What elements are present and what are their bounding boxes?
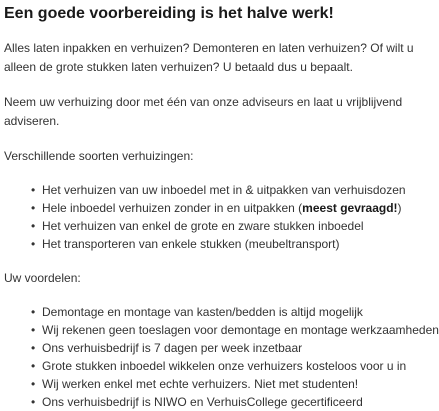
intro-line-1: Alles laten inpakken en verhuizen? Demonteren en laten verhuizen? Of wilt u [4,41,414,55]
types-heading: Verschillende soorten verhuizingen: [4,149,194,163]
list-item-text: Demontage en montage van kasten/bedden is altijd mogelijk [42,305,363,319]
types-list [4,181,439,253]
intro-line-2: alleen de grote stukken laten verhuizen? U betaald dus u bepaalt. [4,60,353,74]
bullet-icon: • [31,305,36,319]
advice-line-1: Neem uw verhuizing door met één van onze adviseurs en laat u vrijblijvend [4,95,403,109]
bullet-icon: • [31,395,36,409]
intro-paragraph [4,39,439,77]
bullet-icon: • [31,341,36,355]
benefits-heading: Uw voordelen: [4,271,81,285]
list-item-text: Wij werken enkel met echte verhuizers. Niet met studenten! [42,377,359,391]
advice-line-2: adviseren. [4,114,60,128]
list-item [4,217,439,235]
bullet-icon: • [31,323,36,337]
benefits-list [4,303,439,411]
list-item-text: Wij rekenen geen toeslagen voor demontage en montage werkzaamheden [42,323,439,337]
list-item-highlight: meest gevraagd! [302,201,398,215]
list-item-text: Hele inboedel verhuizen zonder in en uitpakken ( [42,201,303,215]
advice-paragraph [4,93,439,131]
list-item [4,321,439,339]
list-item-text: Grote stukken inboedel wikkelen onze verhuizers kosteloos voor u in [42,359,407,373]
list-item [4,235,439,253]
bullet-icon: • [31,183,36,197]
list-item [4,181,439,199]
bullet-icon: • [31,377,36,391]
list-item [4,339,439,357]
list-item-text: Het verhuizen van enkel de grote en zware stukken inboedel [42,219,364,233]
page-heading: Een goede voorbereiding is het halve werk! [4,5,334,22]
bullet-icon: • [31,201,36,215]
list-item-text: Ons verhuisbedrijf is NIWO en VerhuisCollege gecertificeerd [42,395,363,409]
bullet-icon: • [31,359,36,373]
list-item-text-end: ) [397,201,402,215]
bullet-icon: • [31,237,36,251]
list-item [4,393,439,411]
list-item [4,303,439,321]
list-item [4,199,439,217]
list-item [4,375,439,393]
list-item-text: Ons verhuisbedrijf is 7 dagen per week inzetbaar [42,341,303,355]
list-item [4,357,439,375]
bullet-icon: • [31,219,36,233]
list-item-text: Het transporteren van enkele stukken (meubeltransport) [42,237,340,251]
list-item-text: Het verhuizen van uw inboedel met in & uitpakken van verhuisdozen [42,183,406,197]
